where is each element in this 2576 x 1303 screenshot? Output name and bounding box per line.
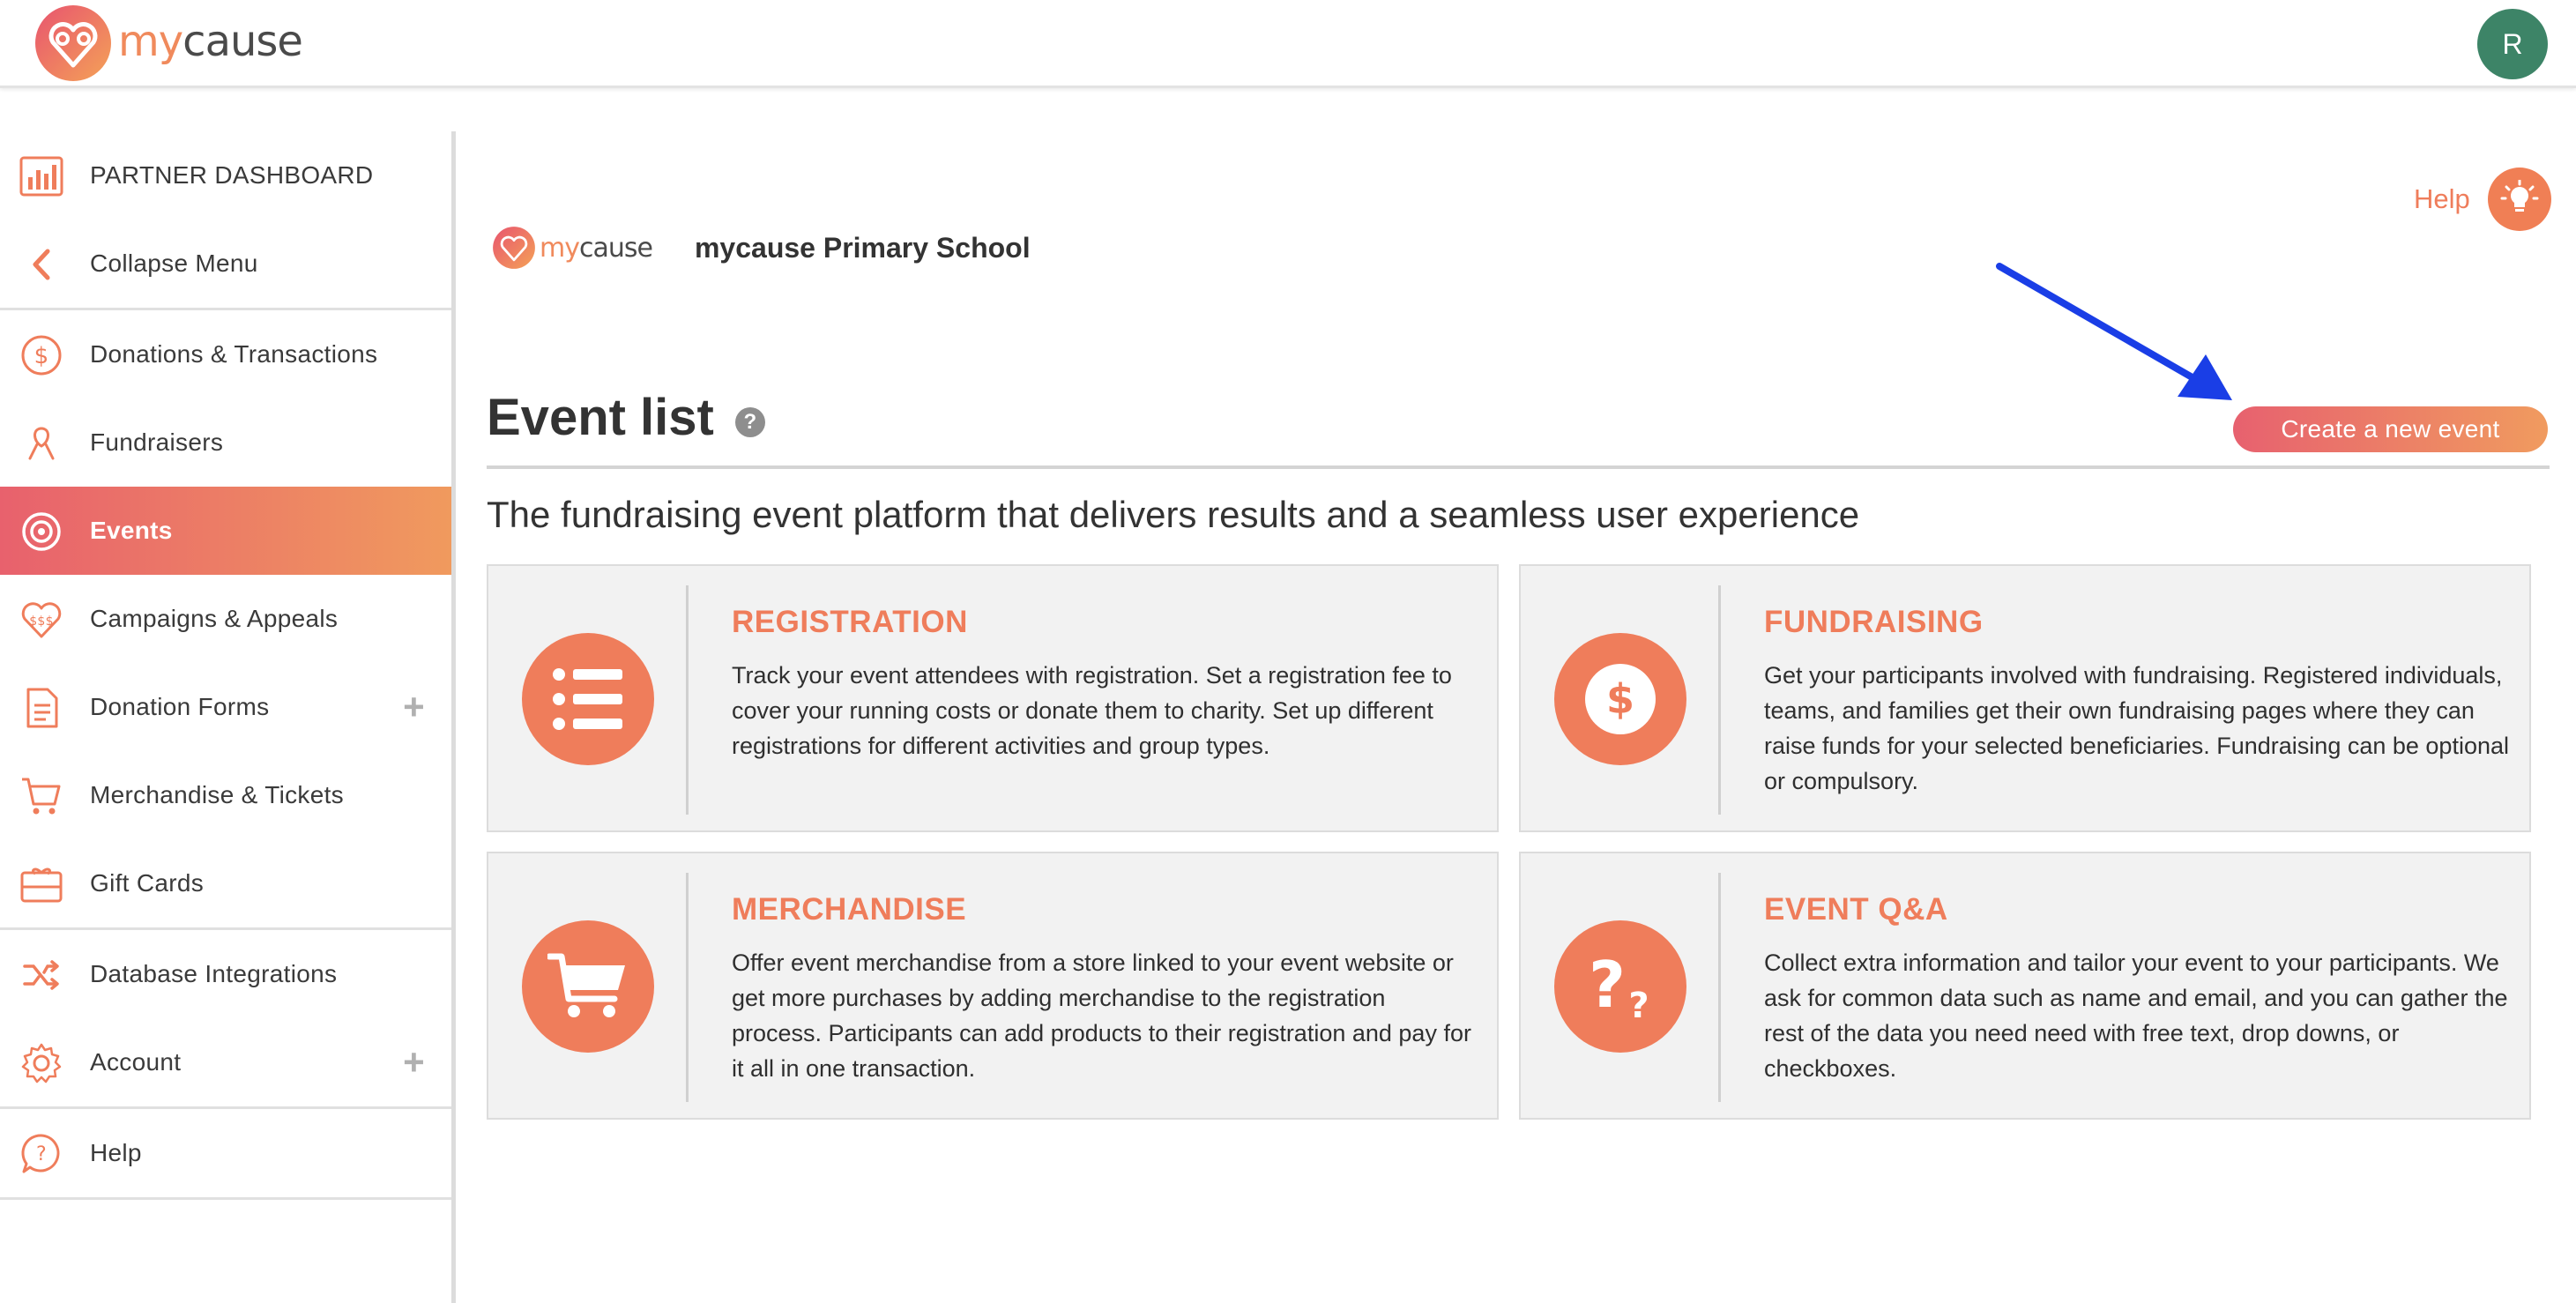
feature-card-registration bbox=[487, 564, 1499, 832]
sidebar-item-label: Events bbox=[90, 517, 173, 544]
brand-wordmark bbox=[118, 17, 302, 66]
create-new-event-button[interactable]: Create a new event bbox=[2233, 406, 2548, 452]
mycause-logo-icon bbox=[492, 226, 536, 270]
shuffle-icon bbox=[19, 953, 63, 997]
page-title-text: Event list bbox=[487, 389, 714, 446]
feature-card-event-qa bbox=[1519, 852, 2531, 1120]
svg-text:?: ? bbox=[36, 1143, 47, 1165]
sidebar-item-donations[interactable] bbox=[0, 310, 451, 398]
gear-icon bbox=[19, 1041, 63, 1085]
page-subtitle: The fundraising event platform that delivers results and a seamless user experience bbox=[487, 494, 1860, 535]
card-divider bbox=[686, 873, 689, 1102]
mycause-logo-icon bbox=[34, 4, 113, 83]
gift-card-icon bbox=[19, 862, 63, 906]
brand-cause: cause bbox=[182, 17, 302, 66]
dollar-circle-icon bbox=[19, 333, 63, 377]
brand-logo[interactable] bbox=[34, 4, 302, 83]
sidebar-item-database-integrations[interactable] bbox=[0, 930, 451, 1018]
card-description: Collect extra information and tailor your event to your participants. We ask for common data such as name and email, and you can gather the rest of the data you need need with free text, drop downs, or checkboxes. bbox=[1764, 949, 2508, 1082]
brand-my: my bbox=[118, 17, 183, 66]
bar-chart-icon bbox=[19, 154, 63, 198]
page-title bbox=[487, 388, 765, 447]
sidebar-item-partner-dashboard[interactable] bbox=[0, 131, 451, 220]
card-title: EVENT Q&A bbox=[1764, 892, 1948, 927]
heart-dollar-icon bbox=[19, 598, 63, 642]
title-divider bbox=[487, 465, 2550, 469]
sidebar-item-label: Help bbox=[90, 1139, 142, 1166]
help-question-icon[interactable]: ? bbox=[735, 407, 765, 437]
sidebar-group-top bbox=[0, 131, 451, 310]
sidebar-item-fundraisers[interactable] bbox=[0, 398, 451, 487]
sidebar-nav bbox=[0, 131, 456, 1303]
card-description: Get your participants involved with fundraising. Registered individuals, teams, and families get their own fundraising pages where they can raise funds for your selected beneficiaries. Fundraising can be optional or compulsory. bbox=[1764, 662, 2509, 794]
sidebar-item-label: PARTNER DASHBOARD bbox=[90, 161, 374, 189]
sidebar-item-label: Donation Forms bbox=[90, 693, 270, 720]
top-header bbox=[0, 0, 2576, 88]
dollar-icon bbox=[1554, 633, 1686, 765]
sidebar-item-label: Gift Cards bbox=[90, 869, 205, 897]
org-header bbox=[492, 226, 1031, 270]
annotation-arrow-icon bbox=[1975, 256, 2248, 414]
chevron-left-icon bbox=[19, 242, 63, 287]
expand-plus-icon[interactable]: + bbox=[403, 686, 425, 727]
list-icon bbox=[522, 633, 654, 765]
svg-text:$$$: $$$ bbox=[29, 614, 54, 629]
feature-card-fundraising bbox=[1519, 564, 2531, 832]
sidebar-item-account[interactable] bbox=[0, 1018, 451, 1106]
svg-text:$: $ bbox=[34, 343, 49, 369]
org-logo-my: my bbox=[540, 232, 579, 264]
help-bubble-icon bbox=[19, 1132, 63, 1176]
card-divider bbox=[1718, 585, 1721, 815]
help-link[interactable] bbox=[2414, 168, 2551, 231]
ribbon-icon bbox=[19, 421, 63, 465]
sidebar-item-label: Database Integrations bbox=[90, 960, 338, 987]
card-title: REGISTRATION bbox=[732, 605, 968, 639]
org-logo bbox=[492, 226, 652, 270]
svg-text:$: $ bbox=[1605, 675, 1635, 723]
target-icon bbox=[19, 510, 63, 554]
lightbulb-icon bbox=[2488, 168, 2551, 231]
sidebar-item-merchandise[interactable] bbox=[0, 751, 451, 839]
user-avatar[interactable]: R bbox=[2477, 9, 2548, 79]
expand-plus-icon[interactable]: + bbox=[403, 1041, 425, 1083]
sidebar-group-help bbox=[0, 1109, 451, 1200]
sidebar-item-label: Fundraisers bbox=[90, 428, 224, 456]
card-title: FUNDRAISING bbox=[1764, 605, 1984, 639]
sidebar-item-campaigns[interactable] bbox=[0, 575, 451, 663]
card-description: Track your event attendees with registration. Set a registration fee to cover your running costs or donate them to charity. Set up different registrations for different activities and group types. bbox=[732, 662, 1452, 759]
cart-icon bbox=[522, 920, 654, 1053]
sidebar-item-gift-cards[interactable] bbox=[0, 839, 451, 927]
question-icon bbox=[1554, 920, 1686, 1053]
card-divider bbox=[686, 585, 689, 815]
card-divider bbox=[1718, 873, 1721, 1102]
org-logo-wordmark bbox=[540, 233, 652, 264]
sidebar-item-label: Merchandise & Tickets bbox=[90, 781, 344, 808]
sidebar-item-label: Account bbox=[90, 1048, 182, 1076]
svg-text:?: ? bbox=[1628, 986, 1649, 1026]
sidebar-group-settings bbox=[0, 930, 451, 1109]
card-title: MERCHANDISE bbox=[732, 892, 967, 927]
sidebar-item-label: Collapse Menu bbox=[90, 249, 258, 277]
sidebar-item-collapse-menu[interactable] bbox=[0, 220, 451, 308]
svg-text:?: ? bbox=[1589, 948, 1626, 1022]
org-logo-cause: cause bbox=[578, 232, 652, 264]
help-link-label: Help bbox=[2414, 183, 2470, 214]
sidebar-item-label: Campaigns & Appeals bbox=[90, 605, 339, 632]
sidebar-item-label: Donations & Transactions bbox=[90, 340, 378, 368]
sidebar-group-main bbox=[0, 310, 451, 930]
card-description: Offer event merchandise from a store linked to your event website or get more purchases by adding merchandise to the registration process. Participants can add products to their registration and pay for it all in one transaction. bbox=[732, 949, 1471, 1082]
org-name: mycause Primary School bbox=[694, 231, 1031, 264]
sidebar-item-events[interactable] bbox=[0, 487, 451, 575]
feature-card-merchandise bbox=[487, 852, 1499, 1120]
cart-icon bbox=[19, 774, 63, 818]
sidebar-item-help[interactable] bbox=[0, 1109, 451, 1197]
sidebar-item-donation-forms[interactable] bbox=[0, 663, 451, 751]
document-icon bbox=[19, 686, 63, 730]
